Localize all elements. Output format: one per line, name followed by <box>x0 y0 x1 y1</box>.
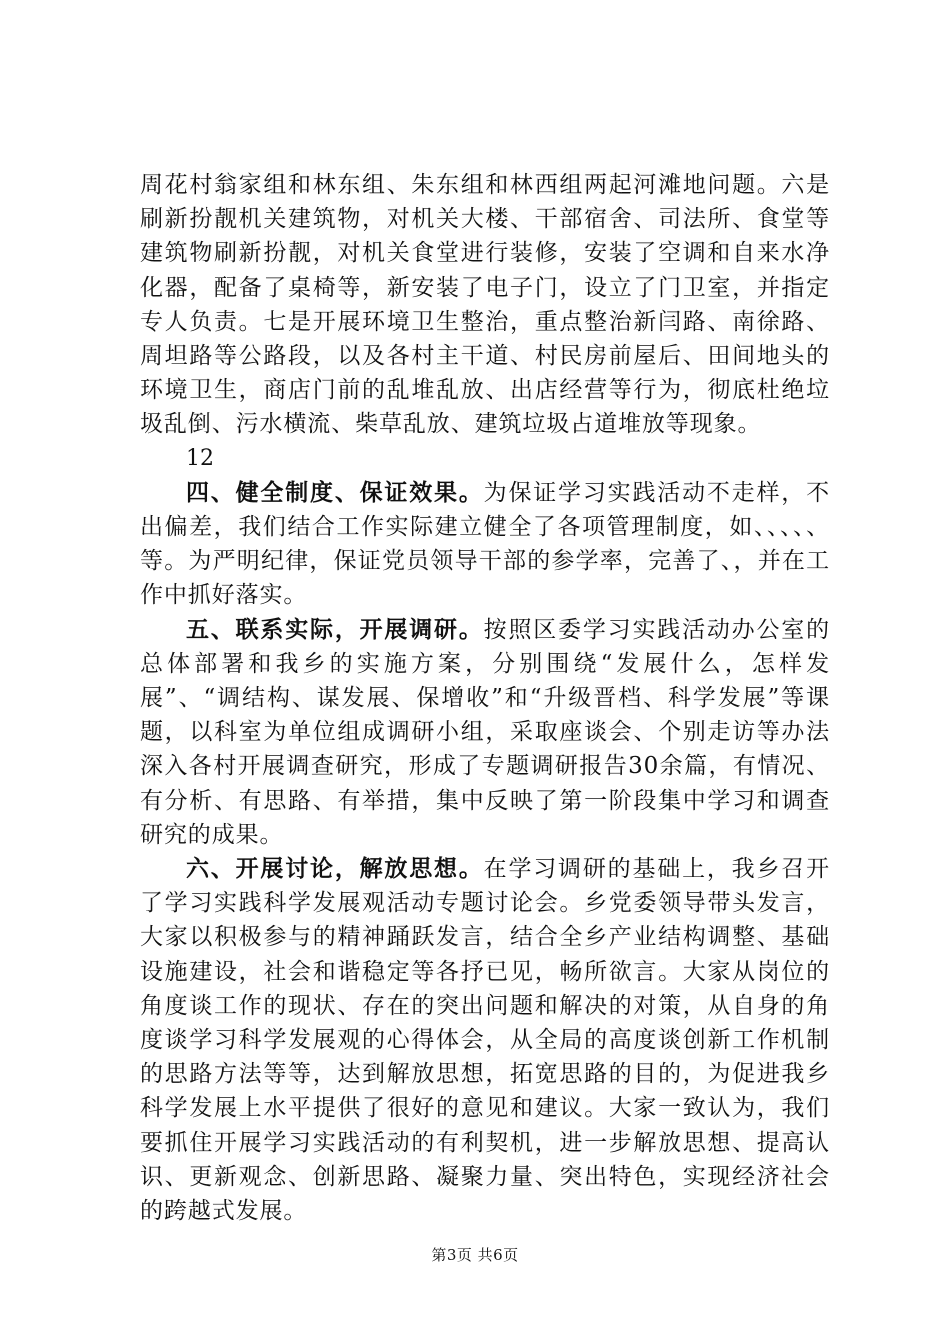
paragraph-text: 按照区委学习实践活动办公室的总体部署和我乡的实施方案，分别围绕“发展什么，怎样发展”、“调结构、谋发展、保增收”和“升级晋档、科学发展”等课题，以科室为单位组成调研小组，采取座谈会、个别走访等办法深入各村开展调查研究，形成了专题调研报告30余篇，有情况、有分析、有思路、有举措，集中反映了第一阶段集中学习和调查研究的成果。 <box>140 616 830 848</box>
paragraph-text: 周花村翁家组和林东组、朱东组和林西组两起河滩地问题。六是刷新扮靓机关建筑物，对机关大楼、干部宿舍、司法所、食堂等建筑物刷新扮靓，对机关食堂进行装修，安装了空调和自来水净化器，配备了桌椅等，新安装了电子门，设立了门卫室，并指定专人负责。七是开展环境卫生整治，重点整治新闫路、南徐路、周坦路等公路段，以及各村主干道、村民房前屋后、田间地头的环境卫生，商店门前的乱堆乱放、出店经营等行为，彻底杜绝垃圾乱倒、污水横流、柴草乱放、建筑垃圾占道堆放等现象。 <box>140 172 830 438</box>
section-heading: 四、健全制度、保证效果。 <box>186 478 484 506</box>
paragraph-text: 在学习调研的基础上，我乡召开了学习实践科学发展观活动专题讨论会。乡党委领导带头发言，大家以积极参与的精神踊跃发言，结合全乡产业结构调整、基础设施建设，社会和谐稳定等各抒已见，畅所欲言。大家从岗位的角度谈工作的现状、存在的突出问题和解决的对策，从自身的角度谈学习科学发展观的心得体会，从全局的高度谈创新工作机制的思路方法等等，达到解放思想，拓宽思路的目的，为促进我乡科学发展上水平提供了很好的意见和建议。大家一致认为，我们要抓住开展学习实践活动的有利契机，进一步解放思想、提高认识、更新观念、创新思路、凝聚力量、突出特色，实现经济社会的跨越式发展。 <box>140 856 830 1225</box>
paragraph-continuation <box>140 168 830 442</box>
paragraph-section-4 <box>140 476 830 613</box>
section-heading: 六、开展讨论，解放思想。 <box>186 855 484 883</box>
document-body <box>140 168 830 1228</box>
stray-number: 12 <box>186 445 214 471</box>
paragraph-text: 为保证学习实践活动不走样，不出偏差，我们结合工作实际建立健全了各项管理制度，如、、、、、等。为严明纪律，保证党员领导干部的参学率，完善了、，并在工作中抓好落实。 <box>140 479 830 609</box>
section-heading: 五、联系实际，开展调研。 <box>186 615 484 643</box>
page-footer: 第3页 共6页 <box>431 1246 519 1264</box>
paragraph-section-5 <box>140 613 830 852</box>
paragraph-section-6 <box>140 852 830 1228</box>
